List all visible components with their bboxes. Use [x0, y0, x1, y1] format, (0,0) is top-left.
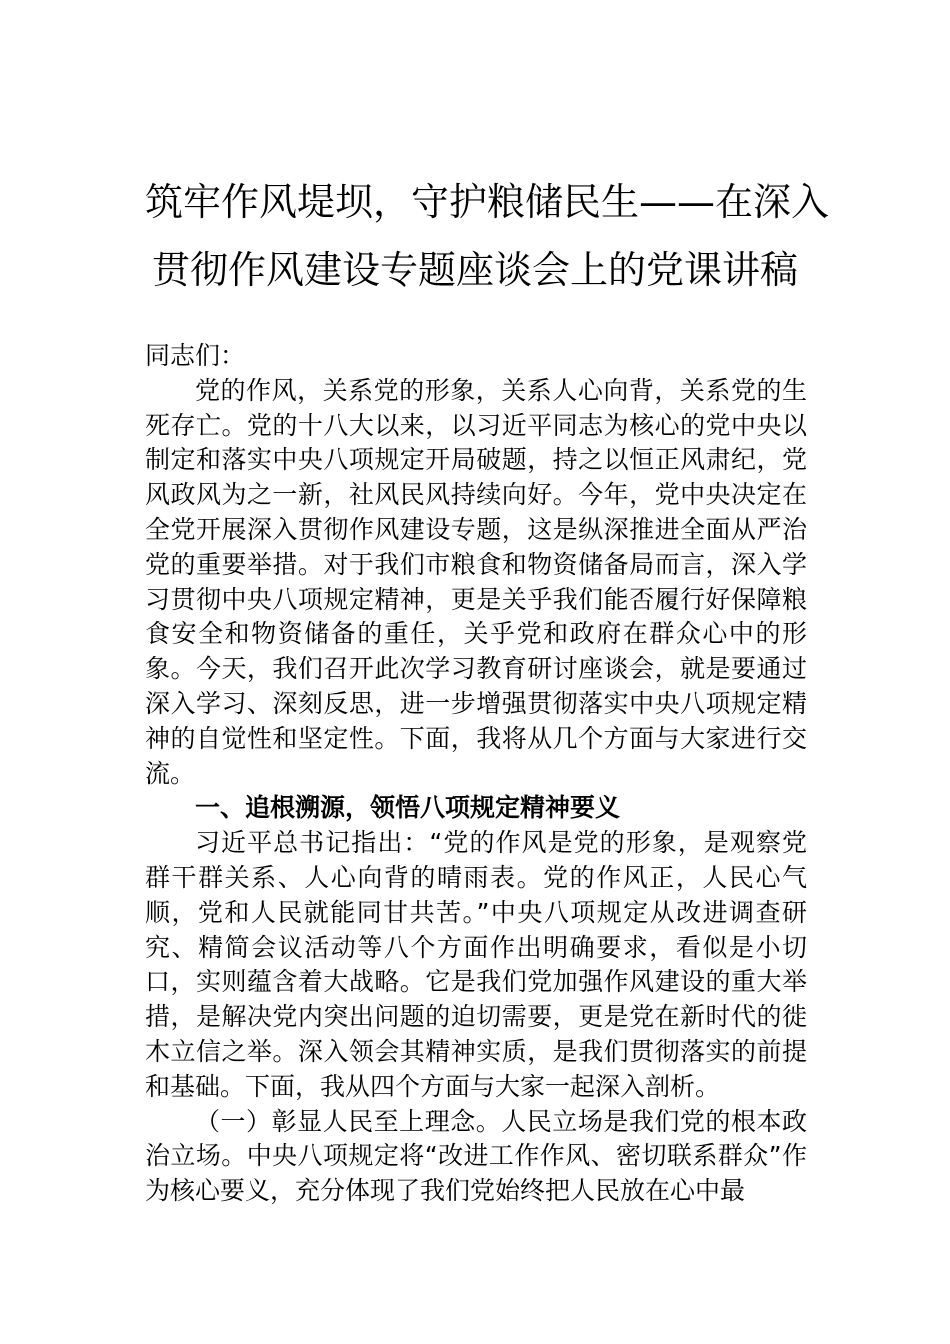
title-line-2: 贯彻作风建设专题座谈会上的党课讲稿: [151, 248, 798, 292]
section-heading-1: 一、追根溯源，领悟八项规定精神要义: [195, 793, 621, 823]
paragraph-subsection-1: （一）彰显人民至上理念。人民立场是我们党的根本政治立场。中央八项规定将“改进工作作风、密切联系群众”作为核心要义，充分体现了我们党始终把人民放在心中最: [145, 1106, 807, 1206]
document-body: [145, 339, 807, 1209]
title-line-1: 筑牢作风堤坝，守护粮储民生——在深入: [145, 180, 830, 224]
salutation: 同志们：: [145, 341, 246, 370]
document-title: [145, 168, 830, 304]
paragraph-section-1: 习近平总书记指出：“党的作风是党的形象，是观察党群干群关系、人心向背的晴雨表。党的作风正，人民心气顺，党和人民就能同甘共苦。”中央八项规定从改进调查研究、精简会议活动等八个方面作出明确要求，看似是小切口，实则蕴含着大战略。它是我们党加强作风建设的重大举措，是解决党内突出问题的迫切需要，更是党在新时代的徙木立信之举。深入领会其精神实质，是我们贯彻落实的前提和基础。下面，我从四个方面与大家一起深入剖析。: [145, 828, 807, 1101]
paragraph-intro: 党的作风，关系党的形象，关系人心向背，关系党的生死存亡。党的十八大以来，以习近平同志为核心的党中央以制定和落实中央八项规定开局破题，持之以恒正风肃纪，党风政风为之一新，社风民风持续向好。今年，党中央决定在全党开展深入贯彻作风建设专题，这是纵深推进全面从严治党的重要举措。对于我们市粮食和物资储备局而言，深入学习贯彻中央八项规定精神，更是关乎我们能否履行好保障粮食安全和物资储备的重任，关乎党和政府在群众心中的形象。今天，我们召开此次学习教育研讨座谈会，就是要通过深入学习、深刻反思，进一步增强贯彻落实中央八项规定精神的自觉性和坚定性。下面，我将从几个方面与大家进行交流。: [145, 375, 807, 788]
